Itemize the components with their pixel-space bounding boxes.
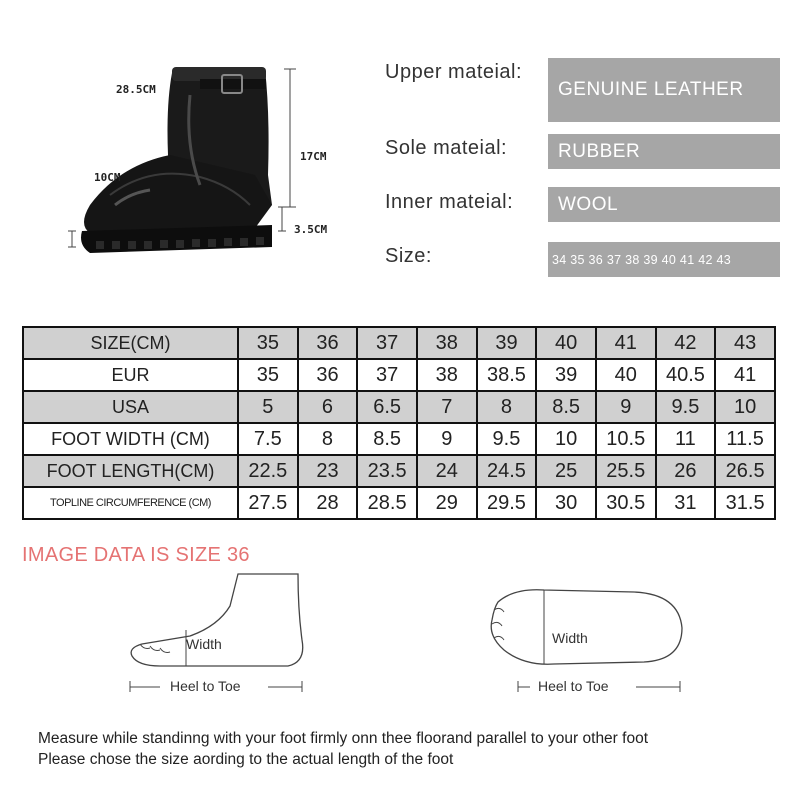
foot-side-diagram xyxy=(120,570,320,700)
table-cell: 40 xyxy=(536,327,596,359)
size-range-value: 34 35 36 37 38 39 40 41 42 43 xyxy=(548,242,780,277)
table-cell: 29 xyxy=(417,487,477,519)
table-row xyxy=(23,391,775,423)
table-cell: 24.5 xyxy=(477,455,537,487)
table-cell: 40.5 xyxy=(656,359,716,391)
instruction-line-2: Please chose the size aording to the actual length of the foot xyxy=(38,751,454,768)
table-cell: 38 xyxy=(417,327,477,359)
image-size-note: IMAGE DATA IS SIZE 36 xyxy=(22,544,250,566)
size-table xyxy=(22,326,776,520)
table-cell: 5 xyxy=(238,391,298,423)
table-cell: 28 xyxy=(298,487,358,519)
table-row xyxy=(23,487,775,519)
table-cell: 35 xyxy=(238,359,298,391)
shaft-height-label: 17CM xyxy=(300,150,327,163)
instruction-line-1: Measure while standinng with your foot firmly onn thee floorand parallel to your other foot xyxy=(38,730,649,747)
table-cell: 37 xyxy=(357,327,417,359)
table-cell: 23.5 xyxy=(357,455,417,487)
table-cell: 23 xyxy=(298,455,358,487)
table-row xyxy=(23,455,775,487)
table-cell: 40 xyxy=(596,359,656,391)
foot-side-length-label: Heel to Toe xyxy=(170,678,241,694)
table-cell: 30.5 xyxy=(596,487,656,519)
table-cell: 8 xyxy=(477,391,537,423)
boot-illustration xyxy=(50,55,350,285)
table-cell: 30 xyxy=(536,487,596,519)
table-cell: 25.5 xyxy=(596,455,656,487)
table-cell: 9.5 xyxy=(656,391,716,423)
table-cell: 8 xyxy=(298,423,358,455)
table-cell: 31 xyxy=(656,487,716,519)
row-header: TOPLINE CIRCUMFERENCE (CM) xyxy=(23,487,238,519)
table-cell: 41 xyxy=(715,359,775,391)
table-cell: 7 xyxy=(417,391,477,423)
table-cell: 31.5 xyxy=(715,487,775,519)
table-row xyxy=(23,327,775,359)
table-cell: 22.5 xyxy=(238,455,298,487)
table-cell: 8.5 xyxy=(357,423,417,455)
size-label: Size: xyxy=(385,245,432,267)
width-label: 10CM xyxy=(94,171,121,184)
table-cell: 36 xyxy=(298,359,358,391)
circumference-label: 28.5CM xyxy=(116,83,156,96)
row-header: EUR xyxy=(23,359,238,391)
table-cell: 39 xyxy=(477,327,537,359)
foot-sole-length-label: Heel to Toe xyxy=(538,678,609,694)
table-cell: 41 xyxy=(596,327,656,359)
table-cell: 38.5 xyxy=(477,359,537,391)
table-cell: 25 xyxy=(536,455,596,487)
table-cell: 28.5 xyxy=(357,487,417,519)
table-cell: 24 xyxy=(417,455,477,487)
table-cell: 39 xyxy=(536,359,596,391)
upper-material-value: GENUINE LEATHER xyxy=(548,58,780,122)
row-header: SIZE(CM) xyxy=(23,327,238,359)
upper-material-label: Upper mateial: xyxy=(385,61,523,83)
table-cell: 26 xyxy=(656,455,716,487)
table-cell: 35 xyxy=(238,327,298,359)
table-row xyxy=(23,359,775,391)
heel-height-label: 3.5CM xyxy=(294,223,328,236)
sole-material-label: Sole mateial: xyxy=(385,137,508,159)
row-header: FOOT LENGTH(CM) xyxy=(23,455,238,487)
row-header: FOOT WIDTH (CM) xyxy=(23,423,238,455)
table-cell: 6 xyxy=(298,391,358,423)
table-cell: 10 xyxy=(536,423,596,455)
table-cell: 10.5 xyxy=(596,423,656,455)
table-cell: 43 xyxy=(715,327,775,359)
table-cell: 29.5 xyxy=(477,487,537,519)
table-cell: 27.5 xyxy=(238,487,298,519)
table-cell: 9 xyxy=(596,391,656,423)
table-cell: 37 xyxy=(357,359,417,391)
table-cell: 7.5 xyxy=(238,423,298,455)
inner-material-label: Inner mateial: xyxy=(385,191,514,213)
table-cell: 11 xyxy=(656,423,716,455)
table-cell: 26.5 xyxy=(715,455,775,487)
table-cell: 9.5 xyxy=(477,423,537,455)
table-cell: 9 xyxy=(417,423,477,455)
table-cell: 10 xyxy=(715,391,775,423)
table-cell: 38 xyxy=(417,359,477,391)
boot-drawing xyxy=(50,55,350,285)
table-cell: 8.5 xyxy=(536,391,596,423)
foot-sole-diagram xyxy=(484,580,694,700)
foot-side-width-label: Width xyxy=(186,636,222,652)
sole-material-value: RUBBER xyxy=(548,134,780,169)
table-cell: 6.5 xyxy=(357,391,417,423)
foot-sole-width-label: Width xyxy=(552,630,588,646)
table-cell: 36 xyxy=(298,327,358,359)
inner-material-value: WOOL xyxy=(548,187,780,222)
table-row xyxy=(23,423,775,455)
table-cell: 42 xyxy=(656,327,716,359)
row-header: USA xyxy=(23,391,238,423)
table-cell: 11.5 xyxy=(715,423,775,455)
